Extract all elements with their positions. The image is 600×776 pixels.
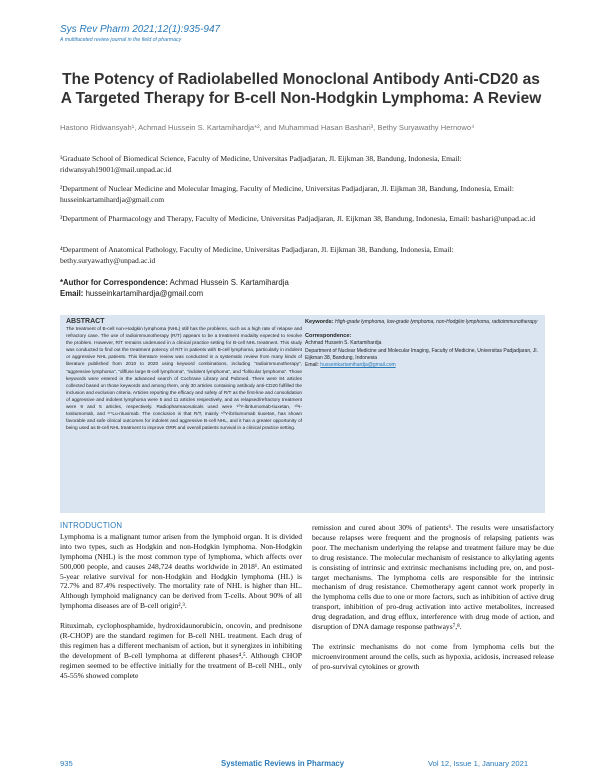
keywords-label: Keywords: [305, 319, 334, 325]
journal-citation: Sys Rev Pharm 2021;12(1):935-947 [60, 24, 221, 35]
page-title: The Potency of Radiolabelled Monoclonal Antibody Anti-CD20 as A Targeted Therapy for B-cell Non-Hodgkin Lymphoma: A Review [60, 71, 542, 107]
body-paragraph: Rituximab, cyclophosphamide, hydroxidaunorubicin, oncovin, and prednisone (R-CHOP) are the standard regimen for B-cell NHL treatment. Each drug of this regimen has a different mechanism of action, but it synergizes in inhibiting the development of B-cell lymphoma at different phases⁴,⁵. Although CHOP regimen seemed to be effective initially for the treatment of B-cell NHL, only 45-55% showed complete [60, 621, 302, 680]
body-paragraph: The extrinsic mechanisms do not come from lymphoma cells but the microenvironment around the cells, such as hypoxia, acidosis, increased release of pro-survival cytokines or growth [312, 641, 554, 671]
correspondence-email-label: Email: [60, 289, 84, 298]
affiliation-4: ⁴Department of Anatomical Pathology, Faculty of Medicine, Universitas Padjadjaran, Jl. Eijkman 38, Bandung, Indonesia, Email: bethy.suryawathy@unpad.ac.id [60, 245, 454, 265]
keywords-text: High-grade lymphoma, low-grade lymphoma, non-Hodgkin lymphoma, radioimmunotherapy [335, 319, 538, 325]
body-paragraph: remission and cured about 30% of patients⁶. The results were unsatisfactory because relapses were frequent and the prognosis of relapsing patients was poor. The mechanism underlying the relapse and treatment failure may be due to drug resistance. The molecular mechanism of resistance to alkylating agents is consisting of intrinsic and extrinsic mechanisms including pre, on, and post-target mechanisms. The lymphoma cells are responsible for the intrinsic mechanism of drug resistance. Chemotherapy agent cannot work properly in the lymphoma cells due to one or more factors, such as inhibition of active drug transport, inhibition of pro-drug activation into active metabolites, increased drug degradation, and drug efflux, interference with drug mode of action, and disruption of DNA damage response pathways⁷,⁸. [312, 523, 554, 632]
body-paragraph: Lymphoma is a malignant tumor arisen from the lymphoid organ. It is divided into two types, such as Hodgkin and non-Hodgkin lymphoma. Non-Hodgkin lymphoma (NHL) is the most common type of lymphoma, which affects over 500,000 people, and causes 248,724 deaths worldwide in 2018¹. An estimated 5-year relative survival for non-Hodgkin and Hodgkin lymphoma (HL) is 72.7% and 87.4% respectively. The mortality rate of NHL is higher than HL. Although lymphoid malignancy can be derived from T-cells. About 90% of all lymphoma diseases are of B-cell origin²,³. [60, 531, 302, 611]
footer-volume: Vol 12, Issue 1, January 2021 [428, 759, 529, 768]
body-left-column [60, 521, 302, 691]
correspondence-email[interactable]: husseinkartamihardja@gmail.com [85, 289, 204, 298]
abstract-correspondence-address: Department of Nuclear Medicine and Molecular Imaging, Faculty of Medicine, Universitas Padjadjaran, Jl. Eijkman 38, Bandung, Indonesia [305, 347, 538, 361]
footer-page-number: 935 [60, 759, 73, 768]
introduction-heading: INTRODUCTION [60, 521, 123, 530]
affiliation-2: ²Department of Nuclear Medicine and Molecular Imaging, Faculty of Medicine, Universitas Padjadjaran, Jl. Eijkman 38, Bandung, Indonesia, Email: husseinkartamihardja@gmail.com [60, 184, 514, 204]
author-list: Hastono Ridwansyah¹, Achmad Hussein S. Kartamihardja*², and Muhammad Hasan Bashari³, Bethy Suryawathy Hernowo⁴ [60, 123, 475, 132]
abstract-correspondence-email-label: Email: [305, 362, 319, 369]
abstract-heading: ABSTRACT [66, 318, 105, 325]
abstract-column [66, 318, 302, 432]
affiliation-3: ³Department of Pharmacology and Therapy, Faculty of Medicine, Universitas Padjadjaran, Jl. Eijkman 38, Bandung, Indonesia, Email: bashari@unpad.ac.id [60, 214, 536, 223]
correspondence-name: Achmad Hussein S. Kartamihardja [169, 278, 289, 287]
correspondence-block [60, 277, 540, 299]
journal-tagline: A multifaceted review journal in the field of pharmacy [60, 37, 182, 43]
abstract-correspondence-label: Correspondence: [305, 333, 352, 340]
footer-journal-name: Systematic Reviews in Pharmacy [221, 759, 345, 768]
affiliation-1: ¹Graduate School of Biomedical Science, Faculty of Medicine, Universitas Padjadjaran, Jl. Eijkman 38, Bandung, Indonesia, Email: ridwansyah19001@mail.unpad.ac.id [60, 154, 462, 174]
correspondence-label: *Author for Correspondence: [60, 278, 168, 287]
body-right-column [312, 523, 554, 682]
abstract-correspondence-name: Achmad Hussein S. Kartamihardja [305, 340, 382, 347]
abstract-correspondence-email[interactable]: husseinkartamihardja@gmail.com [320, 362, 396, 369]
abstract-box [60, 315, 545, 513]
abstract-side-column [305, 319, 539, 369]
abstract-text: The treatment of B-cell non-Hodgkin lymphoma (NHL) still has the problems, such as a high rate of relapse and refractory case. The use of radioimmunotherapy (R/T) appears to be a treatment modality expected to resolve the problem. However, R/T remains underused in a clinical practice setting for B-cell NHL treatment. This study was conducted to find out the treatment potency of R/T in patients with B-cell lymphoma, particularly in indolent or aggressive NHL patients. This literature review was conducted in a systematic review from many kinds of literature published from 2010 to 2020 using keyword combinations, including "radioimmunotherapy", "aggressive lymphoma", "diffuse large B-cell lymphoma", "indolent lymphoma", and "follicular lymphoma". Those keywords were entered in the advanced search of Cochrane Library and Pubmed. There were 84 articles collected based on those keywords and among them, only 30 articles containing antibody anti-CD20 fulfilled the inclusion and exclusion criteria. Articles reporting the efficacy and safety of R/T as the first-line and consolidation of aggressive and indolent lymphoma were 5 and 11 articles respectively, and as relapsed/refractory treatment were 9 and 5 articles, respectively. Radiopharmaceuticals used were ⁹⁰Y-ibritumomab-tiuxetan, ¹³¹I-tositumomab, and ¹⁷⁷Lu-rituximab. The conclusion is that R/T, mainly ⁹⁰Y-ibritumomab tiuxetan, has shown favorable and safe clinical outcomes for indolent and aggressive B-cell NHL, and it has a greater opportunity of being used as B-cell NHL treatment to improve ORR and overall patients survival in a clinical practice setting. [66, 327, 302, 432]
